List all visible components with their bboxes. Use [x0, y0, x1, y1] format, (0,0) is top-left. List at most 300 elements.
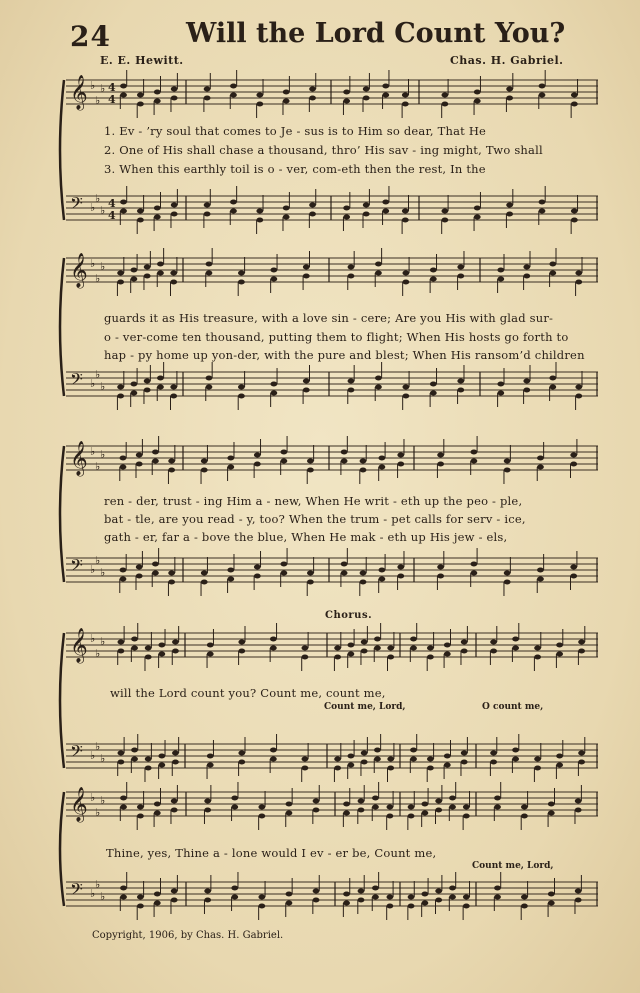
- verse1-line1: 1. Ev - ’ry soul that comes to Je - sus is to Him so dear, That He: [104, 124, 487, 138]
- note-head: [343, 901, 350, 906]
- note-head: [548, 802, 555, 807]
- note-head: [534, 757, 541, 762]
- note-head: [360, 571, 367, 576]
- note-head: [521, 805, 528, 810]
- verse2-line1: 2. One of His shall chase a thousand, thro’ His sav - ing might, Two shall: [104, 143, 543, 157]
- note-head: [504, 468, 511, 473]
- note-head: [437, 574, 444, 579]
- note-head: [444, 652, 451, 657]
- note-head: [382, 84, 389, 89]
- note-head: [523, 379, 530, 384]
- note-head: [470, 450, 477, 455]
- note-head: [358, 808, 365, 813]
- note-head: [227, 568, 234, 573]
- note-head: [341, 562, 348, 567]
- system-brace: [60, 80, 64, 220]
- note-head: [444, 643, 451, 648]
- note-head: [154, 215, 161, 220]
- note-head: [402, 385, 409, 390]
- note-head: [512, 748, 519, 753]
- note-head: [131, 646, 138, 651]
- note-head: [254, 462, 261, 467]
- note-head: [131, 748, 138, 753]
- note-head: [206, 271, 213, 276]
- note-head: [461, 751, 468, 756]
- note-head: [570, 453, 577, 458]
- note-head: [461, 760, 468, 765]
- note-head: [494, 796, 501, 801]
- note-head: [171, 203, 178, 208]
- note-head: [144, 379, 151, 384]
- note-head: [578, 649, 585, 654]
- note-head: [490, 640, 497, 645]
- note-head: [387, 757, 394, 762]
- note-head: [334, 766, 341, 771]
- note-head: [204, 212, 211, 217]
- flat-sign: ♭: [95, 647, 101, 660]
- note-head: [309, 96, 316, 101]
- note-head: [204, 889, 211, 894]
- note-head: [549, 385, 556, 390]
- note-head: [358, 799, 365, 804]
- note-head: [490, 760, 497, 765]
- note-head: [303, 388, 310, 393]
- note-head: [556, 652, 563, 657]
- note-head: [457, 265, 464, 270]
- note-head: [449, 895, 456, 900]
- note-head: [334, 655, 341, 660]
- flat-sign: ♭: [95, 460, 101, 473]
- note-head: [283, 99, 290, 104]
- note-head: [427, 655, 434, 660]
- flat-sign: ♭: [95, 878, 101, 891]
- note-head: [145, 646, 152, 651]
- note-head: [348, 388, 355, 393]
- bass-clef: 𝄢: [70, 879, 83, 903]
- note-head: [154, 802, 161, 807]
- note-head: [120, 895, 127, 900]
- note-head: [570, 565, 577, 570]
- note-head: [437, 462, 444, 467]
- note-head: [230, 93, 237, 98]
- verse3-line1: 3. When this earthly toil is o - ver, com-eth then the rest, In the: [104, 162, 486, 176]
- note-head: [120, 84, 127, 89]
- note-head: [548, 901, 555, 906]
- note-head: [402, 93, 409, 98]
- note-head: [437, 453, 444, 458]
- flat-sign: ♭: [95, 272, 101, 285]
- note-head: [537, 577, 544, 582]
- note-head: [421, 802, 428, 807]
- note-head: [474, 206, 481, 211]
- note-head: [360, 580, 367, 585]
- note-head: [430, 382, 437, 387]
- note-head: [204, 87, 211, 92]
- note-head: [435, 898, 442, 903]
- note-head: [309, 203, 316, 208]
- note-head: [137, 93, 144, 98]
- note-head: [172, 760, 179, 765]
- note-head: [449, 886, 456, 891]
- note-head: [441, 209, 448, 214]
- note-head: [372, 886, 379, 891]
- note-head: [283, 206, 290, 211]
- note-head: [168, 580, 175, 585]
- note-head: [227, 577, 234, 582]
- note-head: [117, 385, 124, 390]
- note-head: [238, 649, 245, 654]
- note-head: [207, 763, 214, 768]
- note-head: [504, 580, 511, 585]
- hymn-number: 24: [70, 20, 111, 53]
- flat-sign: ♭: [100, 752, 106, 765]
- note-head: [201, 580, 208, 585]
- note-head: [408, 805, 415, 810]
- note-head: [387, 646, 394, 651]
- note-head: [347, 652, 354, 657]
- system-brace: [60, 446, 64, 582]
- note-head: [494, 886, 501, 891]
- verse2-line3: bat - tle, are you read - y, too? When the trum - pet calls for serv - ice,: [104, 512, 526, 526]
- note-head: [170, 385, 177, 390]
- flat-sign: ♭: [90, 632, 96, 645]
- note-head: [145, 757, 152, 762]
- note-head: [421, 901, 428, 906]
- note-head: [120, 805, 127, 810]
- note-head: [402, 280, 409, 285]
- note-head: [470, 562, 477, 567]
- note-head: [307, 468, 314, 473]
- note-head: [521, 904, 528, 909]
- note-head: [254, 565, 261, 570]
- note-head: [207, 652, 214, 657]
- flat-sign: ♭: [95, 740, 101, 753]
- note-head: [575, 271, 582, 276]
- flat-sign: ♭: [95, 94, 101, 107]
- note-head: [117, 271, 124, 276]
- note-head: [494, 805, 501, 810]
- note-head: [387, 655, 394, 660]
- note-head: [363, 203, 370, 208]
- note-head: [144, 274, 151, 279]
- note-head: [238, 751, 245, 756]
- note-head: [549, 376, 556, 381]
- note-head: [402, 218, 409, 223]
- bass-clef: 𝄢: [70, 369, 83, 393]
- note-head: [158, 763, 165, 768]
- flat-sign: ♭: [90, 749, 96, 762]
- note-head: [154, 811, 161, 816]
- note-head: [360, 459, 367, 464]
- treble-clef: 𝄞: [70, 253, 88, 288]
- flat-sign: ♭: [90, 445, 96, 458]
- note-head: [157, 385, 164, 390]
- note-head: [171, 898, 178, 903]
- note-head: [537, 456, 544, 461]
- note-head: [512, 757, 519, 762]
- note-head: [490, 649, 497, 654]
- note-head: [537, 568, 544, 573]
- note-head: [521, 895, 528, 900]
- note-head: [382, 200, 389, 205]
- note-head: [204, 799, 211, 804]
- note-head: [421, 811, 428, 816]
- note-head: [270, 268, 277, 273]
- note-head: [303, 274, 310, 279]
- note-head: [341, 450, 348, 455]
- note-head: [539, 209, 546, 214]
- note-head: [361, 640, 368, 645]
- note-head: [286, 811, 293, 816]
- note-head: [307, 571, 314, 576]
- note-head: [307, 459, 314, 464]
- note-head: [504, 459, 511, 464]
- note-head: [343, 892, 350, 897]
- note-head: [402, 102, 409, 107]
- note-head: [258, 895, 265, 900]
- note-head: [238, 280, 245, 285]
- note-head: [136, 453, 143, 458]
- note-head: [152, 562, 159, 567]
- time-signature: 4: [108, 81, 116, 94]
- note-head: [374, 748, 381, 753]
- treble-clef: 𝄞: [70, 441, 88, 476]
- note-head: [309, 212, 316, 217]
- note-head: [343, 206, 350, 211]
- note-head: [397, 462, 404, 467]
- note-head: [204, 808, 211, 813]
- note-head: [343, 215, 350, 220]
- note-head: [575, 808, 582, 813]
- note-head: [137, 209, 144, 214]
- note-head: [570, 574, 577, 579]
- note-head: [170, 280, 177, 285]
- note-head: [334, 646, 341, 651]
- note-head: [556, 763, 563, 768]
- note-head: [363, 87, 370, 92]
- note-head: [497, 277, 504, 282]
- note-head: [158, 643, 165, 648]
- note-head: [152, 459, 159, 464]
- note-head: [117, 280, 124, 285]
- note-head: [343, 90, 350, 95]
- note-head: [206, 262, 213, 267]
- note-head: [120, 200, 127, 205]
- note-head: [313, 898, 320, 903]
- note-head: [578, 760, 585, 765]
- note-head: [347, 643, 354, 648]
- flat-sign: ♭: [100, 794, 106, 807]
- note-head: [286, 802, 293, 807]
- treble-clef: 𝄞: [70, 75, 88, 110]
- note-head: [441, 93, 448, 98]
- note-head: [506, 87, 513, 92]
- flat-sign: ♭: [100, 566, 106, 579]
- note-head: [348, 274, 355, 279]
- note-head: [286, 901, 293, 906]
- note-head: [437, 565, 444, 570]
- note-head: [302, 757, 309, 762]
- note-head: [270, 277, 277, 282]
- note-head: [313, 799, 320, 804]
- note-head: [170, 271, 177, 276]
- verse3-line3: gath - er, far a - bove the blue, When He mak - eth up His jew - els,: [104, 530, 508, 544]
- note-head: [534, 766, 541, 771]
- note-head: [523, 265, 530, 270]
- note-head: [343, 811, 350, 816]
- note-head: [397, 453, 404, 458]
- note-head: [441, 102, 448, 107]
- flat-sign: ♭: [100, 448, 106, 461]
- note-head: [427, 757, 434, 762]
- note-head: [131, 637, 138, 642]
- note-head: [258, 904, 265, 909]
- note-head: [575, 394, 582, 399]
- note-head: [402, 394, 409, 399]
- note-head: [120, 886, 127, 891]
- lyricist-credit: E. E. Hewitt.: [100, 54, 184, 67]
- note-head: [575, 280, 582, 285]
- copyright-notice: Copyright, 1906, by Chas. H. Gabriel.: [92, 930, 284, 941]
- note-head: [361, 751, 368, 756]
- note-head: [313, 889, 320, 894]
- note-head: [343, 99, 350, 104]
- note-head: [227, 456, 234, 461]
- note-head: [302, 766, 309, 771]
- note-head: [470, 571, 477, 576]
- note-head: [307, 580, 314, 585]
- note-head: [118, 640, 125, 645]
- note-head: [144, 388, 151, 393]
- note-head: [347, 763, 354, 768]
- note-head: [548, 811, 555, 816]
- note-head: [172, 751, 179, 756]
- note-head: [430, 391, 437, 396]
- note-head: [154, 901, 161, 906]
- note-head: [283, 215, 290, 220]
- note-head: [157, 271, 164, 276]
- note-head: [494, 895, 501, 900]
- note-head: [118, 649, 125, 654]
- note-head: [171, 212, 178, 217]
- verse2-line2: o - ver-come ten thousand, putting them to flight; When His hosts go forth to: [104, 330, 569, 344]
- note-head: [231, 886, 238, 891]
- note-head: [363, 96, 370, 101]
- note-head: [430, 268, 437, 273]
- note-head: [256, 93, 263, 98]
- note-head: [270, 637, 277, 642]
- note-head: [474, 215, 481, 220]
- note-head: [270, 391, 277, 396]
- note-head: [470, 459, 477, 464]
- system-brace: [60, 258, 64, 396]
- note-head: [348, 379, 355, 384]
- note-head: [444, 763, 451, 768]
- note-head: [206, 376, 213, 381]
- note-head: [548, 892, 555, 897]
- note-head: [137, 895, 144, 900]
- note-head: [145, 655, 152, 660]
- note-head: [497, 382, 504, 387]
- note-head: [137, 805, 144, 810]
- note-head: [571, 209, 578, 214]
- note-head: [171, 799, 178, 804]
- note-head: [382, 209, 389, 214]
- note-head: [497, 391, 504, 396]
- note-head: [341, 571, 348, 576]
- note-head: [435, 889, 442, 894]
- note-head: [280, 450, 287, 455]
- flat-sign: ♭: [90, 563, 96, 576]
- note-head: [157, 262, 164, 267]
- time-signature: 4: [108, 197, 116, 210]
- note-head: [171, 808, 178, 813]
- note-head: [578, 751, 585, 756]
- note-head: [137, 102, 144, 107]
- note-head: [171, 96, 178, 101]
- note-head: [361, 649, 368, 654]
- note-head: [254, 453, 261, 458]
- note-head: [402, 209, 409, 214]
- note-head: [302, 646, 309, 651]
- note-head: [375, 376, 382, 381]
- note-head: [286, 892, 293, 897]
- note-head: [270, 382, 277, 387]
- note-head: [435, 799, 442, 804]
- note-head: [386, 814, 393, 819]
- note-head: [238, 760, 245, 765]
- bass-clef: 𝄢: [70, 555, 83, 579]
- chorus-echo2: O count me,: [482, 702, 544, 712]
- note-head: [408, 814, 415, 819]
- note-head: [334, 757, 341, 762]
- note-head: [523, 388, 530, 393]
- note-head: [363, 212, 370, 217]
- note-head: [230, 209, 237, 214]
- note-head: [238, 640, 245, 645]
- note-head: [204, 96, 211, 101]
- note-head: [575, 898, 582, 903]
- note-head: [537, 465, 544, 470]
- note-head: [421, 892, 428, 897]
- note-head: [152, 450, 159, 455]
- note-head: [504, 571, 511, 576]
- note-head: [386, 904, 393, 909]
- note-head: [309, 87, 316, 92]
- note-head: [375, 271, 382, 276]
- bass-clef: 𝄢: [70, 193, 83, 217]
- note-head: [408, 904, 415, 909]
- note-head: [280, 459, 287, 464]
- note-head: [343, 802, 350, 807]
- note-head: [360, 468, 367, 473]
- bass-clef: 𝄢: [70, 741, 83, 765]
- flat-sign: ♭: [90, 377, 96, 390]
- note-head: [449, 805, 456, 810]
- flat-sign: ♭: [100, 204, 106, 217]
- note-head: [270, 748, 277, 753]
- note-head: [549, 262, 556, 267]
- note-head: [313, 808, 320, 813]
- flat-sign: ♭: [100, 380, 106, 393]
- chorus-label: Chorus.: [325, 610, 373, 621]
- note-head: [230, 200, 237, 205]
- note-head: [254, 574, 261, 579]
- note-head: [374, 646, 381, 651]
- note-head: [201, 459, 208, 464]
- chorus-echo1: Count me, Lord,: [324, 702, 406, 712]
- note-head: [372, 805, 379, 810]
